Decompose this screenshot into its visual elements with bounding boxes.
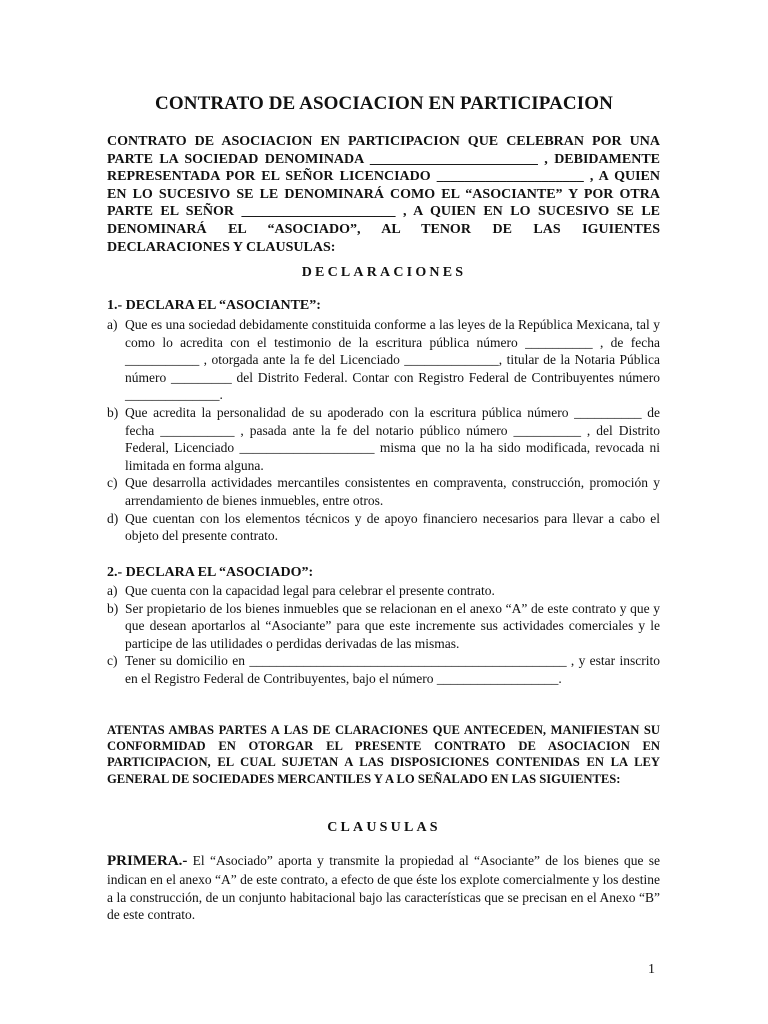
list-item: b) Que acredita la personalidad de su apoderado con la escritura pública número __________ de fecha ___________ , pasada ante la fe del notario público número __________ , del Distrito Federal, Licenciado ____________________ misma que no la ha sido modificada, revocada ni limitada en forma alguna. <box>107 404 660 473</box>
document-title: CONTRATO DE ASOCIACION EN PARTICIPACION <box>155 93 613 114</box>
section1-list <box>107 316 660 545</box>
notice-paragraph: ATENTAS AMBAS PARTES A LAS DE CLARACIONES QUE ANTECEDEN, MANIFIESTAN SU CONFORMIDAD EN OTORGAR EL PRESENTE CONTRATO DE ASOCIACION EN PARTICIPACION, EL CUAL SUJETAN A LAS DISPOSICIONES CONTENIDAS EN LA LEY GENERAL DE SOCIEDADES MERCANTILES Y A LO SEÑALADO EN LAS SIGUIENTES: <box>107 723 660 786</box>
list-item: b) Ser propietario de los bienes inmuebles que se relacionan en el anexo “A” de este contrato y que y que desean aportarlos al “Asociante” para que este incremente sus actividades comerciales y le participe de las utilidades o perdidas derivadas de las mismas. <box>107 600 660 651</box>
primera-clause <box>107 852 660 924</box>
list-item: d) Que cuentan con los elementos técnicos y de apoyo financiero necesarios para llevar a cabo el objeto del presente contrato. <box>107 510 660 544</box>
list-item: c) Que desarrolla actividades mercantiles consistentes en compraventa, construcción, promoción y arrendamiento de bienes inmuebles, entre otros. <box>107 475 660 508</box>
primera-label: PRIMERA.- <box>107 853 188 869</box>
section2-heading: 2.- DECLARA EL “ASOCIADO”: <box>107 565 314 580</box>
list-item: c) Tener su domicilio en _______________________________________________ , y estar inscrito en el Registro Federal de Contribuyentes, bajo el número __________________. <box>107 653 660 686</box>
intro-paragraph: CONTRATO DE ASOCIACION EN PARTICIPACION QUE CELEBRAN POR UNA PARTE LA SOCIEDAD DENOMINADA ________________________ , DEBIDAMENTE REPRESENTADA POR EL SEÑOR LICENCIADO _____________________ , A QUIEN EN LO SUCESIVO SE LE DENOMINARÁ COMO EL “ASOCIANTE” Y POR OTRA PARTE EL SEÑOR ______________________ , A QUIEN EN LO SUCESIVO SE LE DENOMINARÁ EL “ASOCIADO”, AL TENOR DE LAS IGUIENTES DECLARACIONES Y CLAUSULAS: <box>107 134 660 255</box>
page-number: 1 <box>648 962 655 977</box>
primera-text: El “Asociado” aporta y transmite la propiedad al “Asociante” de los bienes que se indican en el anexo “A” de este contrato, a efecto de que éste los explote comercialmente y los destine a la construcción, de un conjunto habitacional bajo las características que se precisan en el Anexo “B” de este contrato. <box>107 853 660 923</box>
list-item: a) Que es una sociedad debidamente constituida conforme a las leyes de la República Mexicana, tal y como lo acredita con el testimonio de la escritura pública número __________ , de fecha ___________ , otorgada ante la fe del Licenciado ______________, titular de la Notaria Pública número _________ del Distrito Federal. Contar con Registro Federal de Contribuyentes número ______________. <box>107 317 660 403</box>
section1-heading: 1.- DECLARA EL “ASOCIANTE”: <box>107 298 321 313</box>
section2-list <box>107 582 660 688</box>
list-item: a) Que cuenta con la capacidad legal para celebrar el presente contrato. <box>107 583 495 598</box>
clausulas-heading: CLAUSULAS <box>327 820 441 835</box>
declaraciones-heading: DECLARACIONES <box>301 265 467 280</box>
